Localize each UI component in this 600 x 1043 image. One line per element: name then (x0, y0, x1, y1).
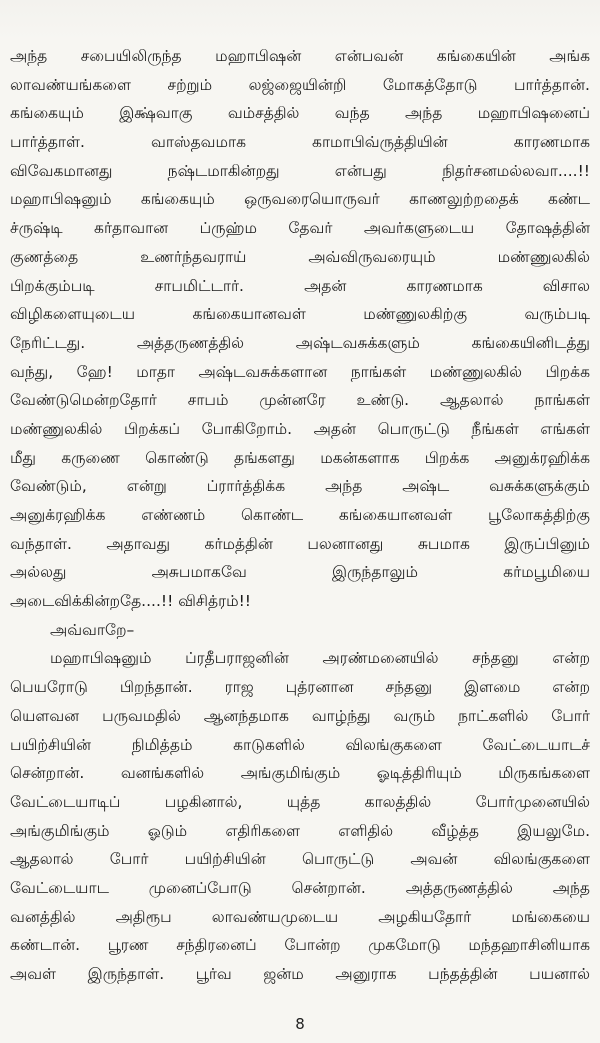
text-line: பெயரோடு பிறந்தான். ராஜ புத்ரனான சந்தனு இளமை என்ற (10, 678, 590, 697)
section-break-line: அவ்வாறே– (50, 620, 135, 639)
text-line: கண்டான். பூரண சந்திரனைப் போன்ற முகமோடு மந்தஹாசினியாக (10, 936, 590, 955)
text-line: வேண்டும், என்று ப்ரார்த்திக்க அந்த அஷ்ட வசுக்களுக்கும் (10, 477, 590, 496)
page-number: 8 (295, 1015, 305, 1033)
text-line: ச்ருஷ்டி கர்தாவான ப்ருஹ்ம தேவர் அவர்களுடைய தோஷத்தின் (10, 219, 590, 238)
text-line: விவேகமானது நஷ்டமாகின்றது என்பது நிதர்சனமல்லவா....!! (10, 161, 590, 180)
text-line: வேட்டையாட முனைப்போடு சென்றான். அத்தருணத்தில் அந்த (10, 878, 590, 897)
text-line: நேரிட்டது. அத்தருணத்தில் அஷ்டவசுக்களும் கங்கையினிடத்து (10, 333, 590, 352)
text-line: வேண்டுமென்றதோர் சாபம் முன்னரே உண்டு. ஆதலால் நாங்கள் (10, 391, 590, 410)
text-line: அடைவிக்கின்றதே....!! விசித்ரம்!! (10, 592, 251, 611)
text-line: பார்த்தாள். வாஸ்தவமாக காமாபிவ்ருத்தியின் காரணமாக (10, 133, 590, 152)
show-through-band (0, 0, 600, 40)
text-line: மஹாபிஷனும் கங்கையும் ஒருவரையொருவர் காணலுற்றதைக் கண்ட (10, 190, 590, 209)
text-line: வேட்டையாடிப் பழகினால், யுத்த காலத்தில் போர்முனையில் (10, 792, 590, 811)
text-line: சென்றான். வனங்களில் அங்குமிங்கும் ஓடித்திரியும் மிருகங்களை (10, 764, 590, 783)
text-line: யௌவன பருவமதில் ஆனந்தமாக வாழ்ந்து வரும் நாட்களில் போர் (10, 706, 590, 725)
text-line: அனுக்ரஹிக்க எண்ணம் கொண்ட கங்கையானவள் பூலோகத்திற்கு (10, 506, 590, 524)
text-line: விழிகளையுடைய கங்கையானவள் மண்ணுலகிற்கு வரும்படி (10, 305, 590, 324)
text-line: மீது கருணை கொண்டு தங்களது மகன்களாக பிறக்க அனுக்ரஹிக்க (10, 448, 590, 467)
text-line: பயிற்சியின் நிமித்தம் காடுகளில் விலங்குகளை வேட்டையாடச் (10, 735, 590, 754)
text-line: அல்லது அசுபமாகவே இருந்தாலும் கர்மபூமியை (10, 563, 590, 582)
text-line: அந்த சபையிலிருந்த மஹாபிஷன் என்பவன் கங்கையின் அங்க (10, 47, 590, 65)
text-line: வந்தாள். அதாவது கர்மத்தின் பலனானது சுபமாக இருப்பினும் (10, 534, 590, 553)
body-text (10, 42, 590, 989)
text-line: அவள் இருந்தாள். பூர்வ ஜன்ம அனுராக பந்தத்தின் பயனால் (10, 965, 590, 983)
text-line: ஆதலால் போர் பயிற்சியின் பொருட்டு அவன் விலங்குகளை (10, 850, 590, 869)
text-line: கங்கையும் இக்ஷ்வாகு வம்சத்தில் வந்த அந்த மஹாபிஷனைப் (10, 104, 590, 123)
text-line: அங்குமிங்கும் ஓடும் எதிரிகளை எளிதில் வீழ்த்த இயலுமே. (10, 821, 590, 840)
text-line: மண்ணுலகில் பிறக்கப் போகிறோம். அதன் பொருட்டு நீங்கள் எங்கள் (10, 419, 590, 438)
text-line: வந்து, ஹே! மாதா அஷ்டவசுக்களான நாங்கள் மண்ணுலகில் பிறக்க (10, 362, 590, 381)
text-line: மஹாபிஷனும் ப்ரதீபராஜனின் அரண்மனையில் சந்தனு என்ற (50, 649, 590, 668)
text-line: குணத்தை உணர்ந்தவராய் அவ்விருவரையும் மண்ணுலகில் (10, 247, 590, 266)
text-line: பிறக்கும்படி சாபமிட்டார். அதன் காரணமாக விசால (10, 276, 590, 295)
text-line: லாவண்யங்களை சற்றும் லஜ்ஜையின்றி மோகத்தோடு பார்த்தான். (10, 75, 590, 94)
text-line: வனத்தில் அதிரூப லாவண்யமுடைய அழகியதோர் மங்கையை (10, 907, 590, 926)
